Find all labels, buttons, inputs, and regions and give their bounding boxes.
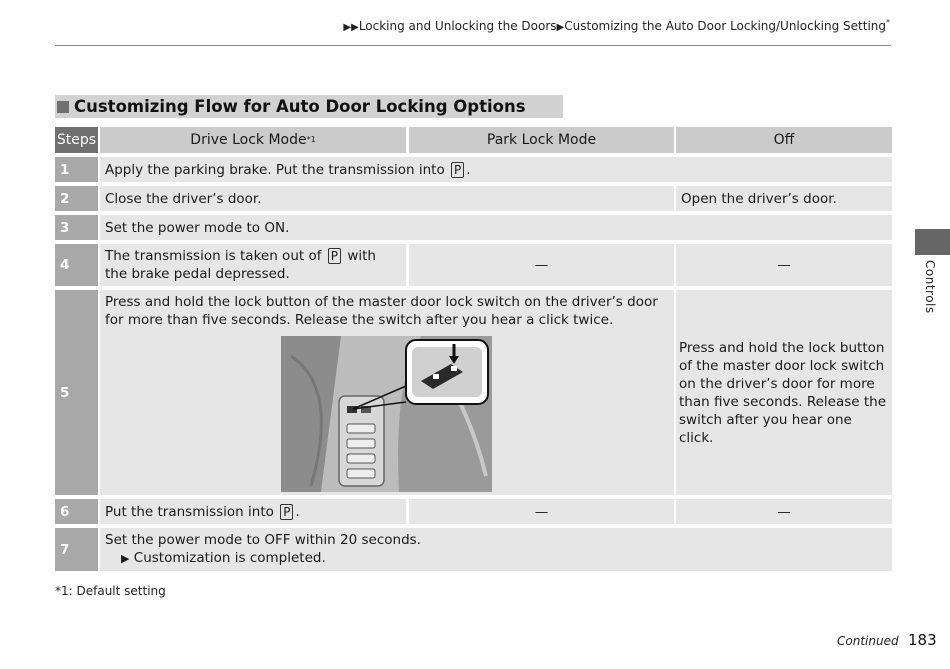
- step-4-off-dash: —: [676, 244, 892, 286]
- step-4-text-post: with the brake pedal depressed.: [105, 248, 376, 282]
- step-3-text: Set the power mode to ON.: [100, 215, 892, 240]
- header-rule: [55, 45, 891, 46]
- triangle-icon: ▶: [556, 22, 565, 33]
- step-5-text: Press and hold the lock button of the master door lock switch on the driver’s door for more than five seconds. Release the switch after you hear a click twice.: [100, 290, 674, 495]
- step-4-text-pre: The transmission is taken out of: [105, 248, 322, 264]
- door-lock-switch-illustration: [281, 336, 492, 492]
- step-7-result: Customization is completed.: [133, 550, 326, 566]
- step-6-text: Put the transmission into: [105, 503, 274, 520]
- triangle-icon: ▶: [121, 552, 130, 565]
- step-6-punct: .: [295, 503, 300, 520]
- step-number: 7: [55, 528, 98, 571]
- step-2-text: Close the driver’s door.: [100, 186, 674, 211]
- step-2-off-text: Open the driver’s door.: [676, 186, 892, 211]
- side-tab-label: Controls: [923, 260, 937, 314]
- breadcrumb-item-locking[interactable]: Locking and Unlocking the Doors: [358, 19, 557, 33]
- step-7-text: Set the power mode to OFF within 20 seconds.: [105, 532, 421, 548]
- side-tab[interactable]: [915, 229, 950, 255]
- double-triangle-icon: ▶▶: [343, 22, 359, 33]
- lock-switch-callout: [406, 340, 488, 404]
- park-key-icon: P: [328, 248, 341, 264]
- step-number: 5: [55, 290, 98, 495]
- step-5-off-text: Press and hold the lock button of the master door lock switch on the driver’s door for more than five seconds. Release the switch after you hear one click.: [676, 290, 892, 495]
- table-row-step-7: [100, 528, 892, 571]
- header-steps: Steps: [55, 127, 98, 153]
- header-drive-footnote-mark: *1: [306, 135, 316, 144]
- continued-label: Continued: [837, 634, 899, 648]
- page-number: 183: [908, 631, 937, 649]
- step-7-subtext: [105, 549, 887, 568]
- header-drive-lock-text: Drive Lock Mode: [190, 132, 307, 148]
- step-6-off-dash: —: [676, 499, 892, 524]
- breadcrumb-item-customizing[interactable]: Customizing the Auto Door Locking/Unlocking Setting: [564, 19, 886, 33]
- park-key-icon: P: [280, 504, 293, 520]
- section-title-text: Customizing Flow for Auto Door Locking Options: [74, 97, 526, 116]
- park-key-icon: P: [451, 162, 464, 178]
- step-4-park-dash: —: [409, 244, 674, 286]
- section-title: [55, 95, 563, 118]
- window-switch-panel: [339, 396, 384, 486]
- step-6-park-dash: —: [409, 499, 674, 524]
- header-drive-lock-mode: [100, 127, 406, 153]
- footnote: *1: Default setting: [55, 584, 166, 598]
- step-number: 6: [55, 499, 98, 524]
- step-1-punct: .: [466, 161, 471, 178]
- table-row-step-1: [100, 157, 892, 182]
- step-number: 1: [55, 157, 98, 182]
- table-row-step-6: [100, 499, 406, 524]
- square-bullet-icon: [57, 101, 69, 113]
- step-1-text: Apply the parking brake. Put the transmission into: [105, 161, 445, 178]
- table-row-step-4: [100, 244, 406, 286]
- step-number: 3: [55, 215, 98, 240]
- step-number: 2: [55, 186, 98, 211]
- header-off: Off: [676, 127, 892, 153]
- breadcrumb-mark: *: [886, 18, 890, 27]
- step-number: 4: [55, 244, 98, 286]
- header-park-lock-mode: Park Lock Mode: [409, 127, 674, 153]
- breadcrumb: [343, 18, 890, 33]
